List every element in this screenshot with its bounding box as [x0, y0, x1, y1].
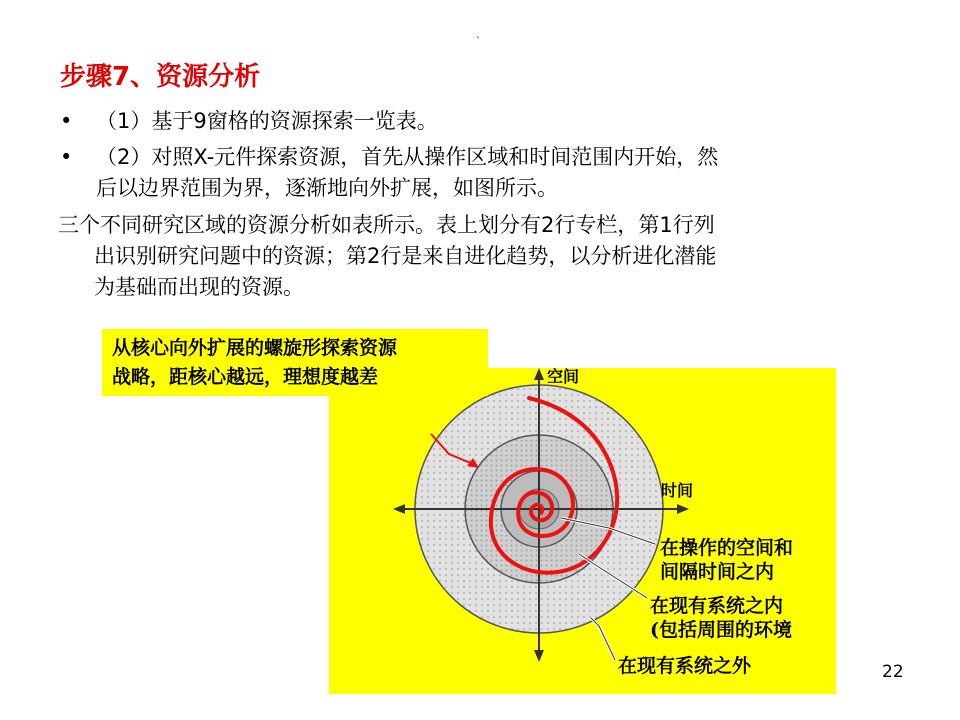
page-number: 22 — [882, 662, 904, 682]
strategy-callout — [102, 329, 488, 396]
space-axis-label: 空间 — [547, 368, 580, 386]
slide-title: 步骤7、资源分析 — [60, 62, 261, 92]
bullet-symbol: • — [60, 109, 73, 133]
middle-zone-label-2: (包括周围的环境 — [650, 619, 792, 641]
inner-zone-label-1: 在操作的空间和 — [660, 537, 794, 559]
bullet-1-line-1: （1）基于9窗格的资源探索一览表。 — [96, 109, 438, 133]
bullet-2-line-2: 后以边界范围为界，逐渐地向外扩展，如图所示。 — [96, 176, 558, 200]
space-axis-arrow — [534, 368, 544, 380]
middle-zone-label-1: 在现有系统之内 — [650, 595, 784, 617]
time-axis-arrow-left — [393, 504, 405, 514]
spiral-diagram — [329, 368, 836, 694]
paragraph-line-2: 出识别研究问题中的资源；第2行是来自进化趋势，以分析进化潜能 — [94, 244, 717, 268]
paragraph-line-1: 三个不同研究区域的资源分析如表所示。表上划分有2行专栏，第1行列 — [58, 213, 715, 237]
time-axis-arrow — [677, 504, 689, 514]
outer-zone-label: 在现有系统之外 — [618, 655, 752, 677]
header-mark: 、 — [476, 30, 486, 41]
pointer-outer — [591, 618, 615, 660]
inner-zone-label-2: 间隔时间之内 — [660, 561, 775, 583]
bullet-symbol: • — [60, 145, 73, 169]
callout-line-1: 从核心向外扩展的螺旋形探索资源 — [112, 337, 398, 359]
callout-line-2: 战略，距核心越远，理想度越差 — [112, 366, 379, 388]
bullet-2-line-1: （2）对照X-元件探索资源，首先从操作区域和时间范围内开始，然 — [96, 145, 719, 169]
time-axis-label: 时间 — [661, 481, 694, 500]
paragraph-line-3: 为基础而出现的资源。 — [94, 275, 304, 299]
space-axis-arrow-bottom — [534, 650, 544, 662]
body-paragraph — [58, 210, 898, 303]
